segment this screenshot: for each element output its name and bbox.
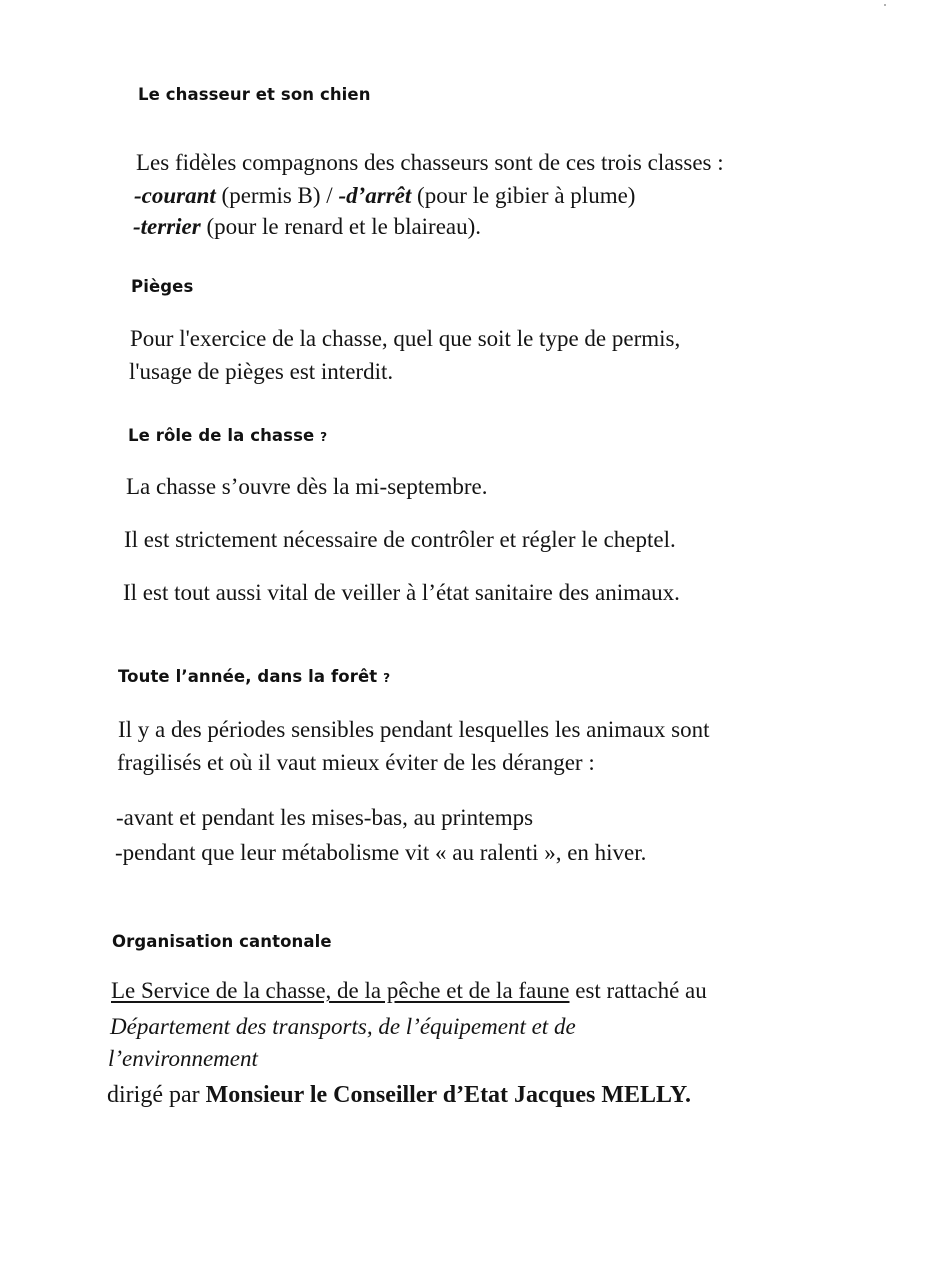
paragraph-pieges-line2: l'usage de pièges est interdit.	[129, 359, 394, 384]
heading-toute-annee-question: ?	[383, 671, 391, 685]
term-courant: -courant	[134, 183, 216, 208]
paragraph-periodes-line1: Il y a des périodes sensibles pendant lesquelles les animaux sont	[118, 717, 710, 742]
heading-toute-annee-text: Toute l’année, dans la forêt	[118, 667, 378, 686]
heading-chasseur-chien: Le chasseur et son chien	[138, 85, 371, 104]
paragraph-service	[111, 976, 707, 1006]
department-line1: Département des transports, de l’équipement et de	[110, 1014, 576, 1039]
scan-speck	[884, 4, 886, 6]
heading-organisation: Organisation cantonale	[112, 932, 332, 951]
paragraph-conseiller	[107, 1080, 691, 1110]
paragraph-cheptel: Il est strictement nécessaire de contrôler et régler le cheptel.	[124, 527, 676, 552]
heading-role-chasse-question: ?	[320, 430, 328, 444]
heading-toute-annee	[118, 667, 390, 686]
conseiller-name: Monsieur le Conseiller d’Etat Jacques MELLY.	[205, 1082, 691, 1108]
department-line2: l’environnement	[108, 1046, 258, 1071]
paragraph-periodes-line2: fragilisés et où il vaut mieux éviter de les déranger :	[117, 750, 595, 775]
line-classes	[134, 181, 635, 211]
dirige-par: dirigé par	[107, 1082, 206, 1108]
paragraph-compagnons: Les fidèles compagnons des chasseurs sont de ces trois classes :	[136, 150, 724, 175]
term-terrier: -terrier	[133, 214, 201, 239]
list-item-hiver: -pendant que leur métabolisme vit « au ralenti », en hiver.	[115, 840, 647, 865]
courant-note: (permis B) /	[215, 183, 339, 208]
term-arret: -d’arrêt	[338, 183, 412, 208]
arret-note: (pour le gibier à plume)	[411, 183, 636, 208]
heading-role-chasse-text: Le rôle de la chasse	[128, 426, 315, 445]
paragraph-ouverture: La chasse s’ouvre dès la mi-septembre.	[126, 474, 488, 499]
paragraph-sanitaire: Il est tout aussi vital de veiller à l’état sanitaire des animaux.	[123, 580, 680, 605]
service-rattache: est rattaché au	[569, 978, 707, 1003]
service-name: Le Service de la chasse, de la pêche et de la faune	[111, 978, 570, 1003]
heading-pieges: Pièges	[131, 277, 194, 296]
heading-role-chasse	[128, 426, 327, 445]
line-terrier	[133, 212, 481, 242]
paragraph-pieges-line1: Pour l'exercice de la chasse, quel que soit le type de permis,	[130, 326, 681, 351]
list-item-printemps: -avant et pendant les mises-bas, au printemps	[116, 805, 534, 830]
terrier-note: (pour le renard et le blaireau).	[200, 214, 482, 239]
